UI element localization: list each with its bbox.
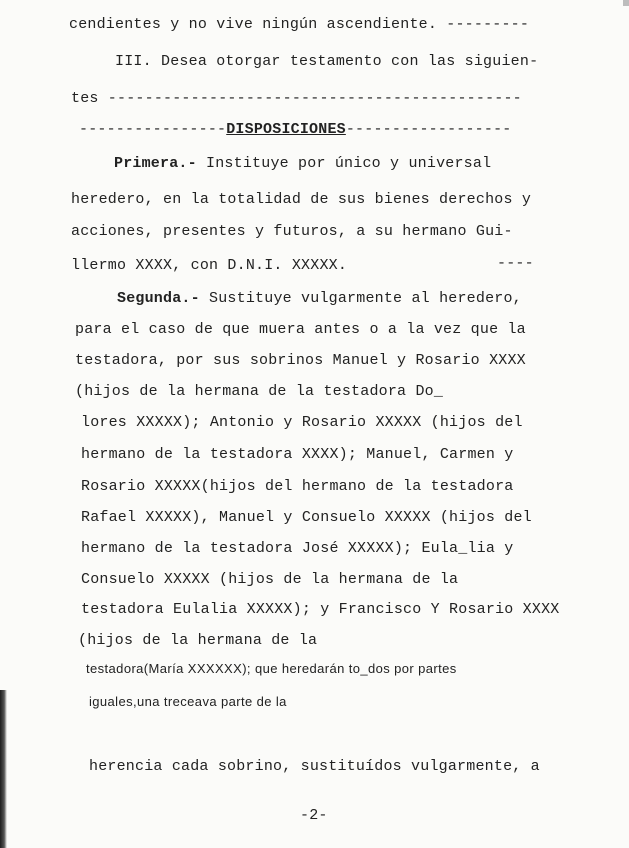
text-line: lores XXXXX); Antonio y Rosario XXXXX (hijos del [81,414,523,431]
text-line: herencia cada sobrino, sustituídos vulgarmente, a [89,758,540,775]
text-line: Instituye por único y universal [196,155,492,172]
text-line: heredero, en la totalidad de sus bienes derechos y [71,191,532,208]
page-number: -2- [300,807,328,824]
text-line: Sustituye vulgarmente al heredero, [199,290,522,307]
clause-label: Segunda.- [117,290,200,307]
line-filler: ---- [497,255,534,272]
clause-second [117,290,522,308]
text-line: llermo XXXX, con D.N.I. XXXXX. [71,257,348,274]
text-line: Rafael XXXXX), Manuel y Consuelo XXXXX (hijos del [81,509,532,526]
text-line: tes --------------------------------------------- [71,90,522,107]
heading-title: DISPOSICIONES [226,121,346,138]
clause-label: Primera.- [114,155,197,172]
text-line: iguales,una treceava parte de la [89,694,287,709]
scan-edge-corner [623,0,629,6]
text-line: testadora Eulalia XXXXX); y Francisco Y Rosario XXXX [81,601,560,618]
text-line: (hijos de la hermana de la [78,632,318,649]
clause-first [114,155,491,173]
text-line: hermano de la testadora José XXXXX); Eula_lia y [81,540,514,557]
scan-edge-shadow [0,690,7,848]
heading-rule-left: ---------------- [79,121,227,138]
text-line: acciones, presentes y futuros, a su hermano Gui- [71,223,513,240]
text-line: (hijos de la hermana de la testadora Do_ [75,383,444,400]
text-line: para el caso de que muera antes o a la vez que la [75,321,526,338]
text-line: testadora, por sus sobrinos Manuel y Rosario XXXX [75,352,526,369]
text-line: Consuelo XXXXX (hijos de la hermana de la [81,571,459,588]
text-line: Rosario XXXXX(hijos del hermano de la testadora [81,478,514,495]
text-line: III. Desea otorgar testamento con las siguien- [115,53,539,70]
text-line: cendientes y no vive ningún ascendiente. --------- [69,16,530,33]
text-line: hermano de la testadora XXXX); Manuel, Carmen y [81,446,514,463]
text-line: testadora(María XXXXXX); que heredarán to_dos por partes [86,661,457,676]
heading-rule-right: ------------------ [345,121,512,138]
section-heading [79,121,512,139]
